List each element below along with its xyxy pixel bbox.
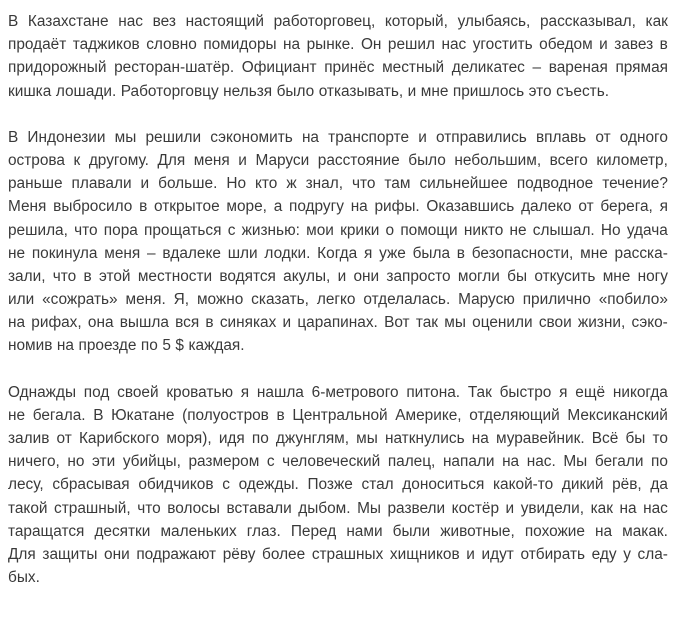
text-line: лесу, сбрасывая обидчиков с одежды. Позже стал доноситься какой-то дикий рёв, да xyxy=(8,476,668,494)
paragraph-indonesia xyxy=(8,126,668,358)
text-line: придорожный ресторан-шатёр. Официант принёс местный деликатес – вареная прямая xyxy=(8,59,668,77)
text-line: кишка лошади. Работорговцу нельзя было отказывать, и мне пришлось это съесть. xyxy=(8,82,610,100)
text-line: Меня выбросило в открытое море, а подругу на рифы. Оказавшись далеко от берега, я xyxy=(8,198,668,216)
text-line: залив от Карибского моря), идя по джунглям, мы наткнулись на муравейник. Всё бы то xyxy=(8,430,668,447)
text-line: таращатся десятки маленьких глаз. Перед нами были животные, похожие на макак. xyxy=(8,522,668,540)
text-line: или «сожрать» меня. Я, можно сказать, легко отделалась. Марусю прилично «побило» xyxy=(8,291,668,309)
text-line: ничего, но эти убийцы, размером с человеческий палец, напали на нас. Мы бегали по xyxy=(8,453,668,471)
text-line: Для защиты они подражают рёву более страшных хищников и идут отбирать еду у сла- xyxy=(8,545,668,563)
text-line: зали, что в этой местности водятся акулы, и они запросто могли бы откусить мне ногу xyxy=(8,267,668,285)
text-line: не бегала. В Юкатане (полуостров в Центральной Америке, отделяющий Мексиканский xyxy=(8,406,668,424)
text-line: бых. xyxy=(8,569,40,587)
text-line: В Индонезии мы решили сэкономить на транспорте и отправились вплавь от одного xyxy=(8,128,668,146)
paragraph-python-yucatan xyxy=(8,381,668,590)
paragraph-kazakhstan xyxy=(8,10,668,103)
text-line: острова к другому. Для меня и Маруси расстояние было небольшим, всего километр, xyxy=(8,151,668,169)
text-line: В Казахстане нас вез настоящий работорговец, который, улыбаясь, рассказывал, как xyxy=(8,13,668,30)
text-line: не покинула меня – вдалеке шли лодки. Когда я уже была в безопасности, мне расска- xyxy=(8,244,668,262)
text-line: продаёт таджиков словно помидоры на рынке. Он решил нас угостить обедом и завез в xyxy=(8,36,668,54)
text-line: решила, что пора прощаться с жизнью: мои крики о помощи никто не слышал. Но удача xyxy=(8,221,668,239)
text-line: раньше плавали и больше. Но кто ж знал, что там сильнейшее подводное течение? xyxy=(8,175,668,193)
text-line: Однажды под своей кроватью я нашла 6-метрового питона. Так быстро я ещё никогда xyxy=(8,383,668,401)
text-line: на рифах, она вышла вся в синяках и царапинах. Вот так мы оценили свои жизни, сэко- xyxy=(8,314,668,332)
text-line: номив на проезде по 5 $ каждая. xyxy=(8,337,245,355)
text-line: такой страшный, что волосы вставали дыбом. Мы развели костёр и увидели, как на нас xyxy=(8,499,668,517)
